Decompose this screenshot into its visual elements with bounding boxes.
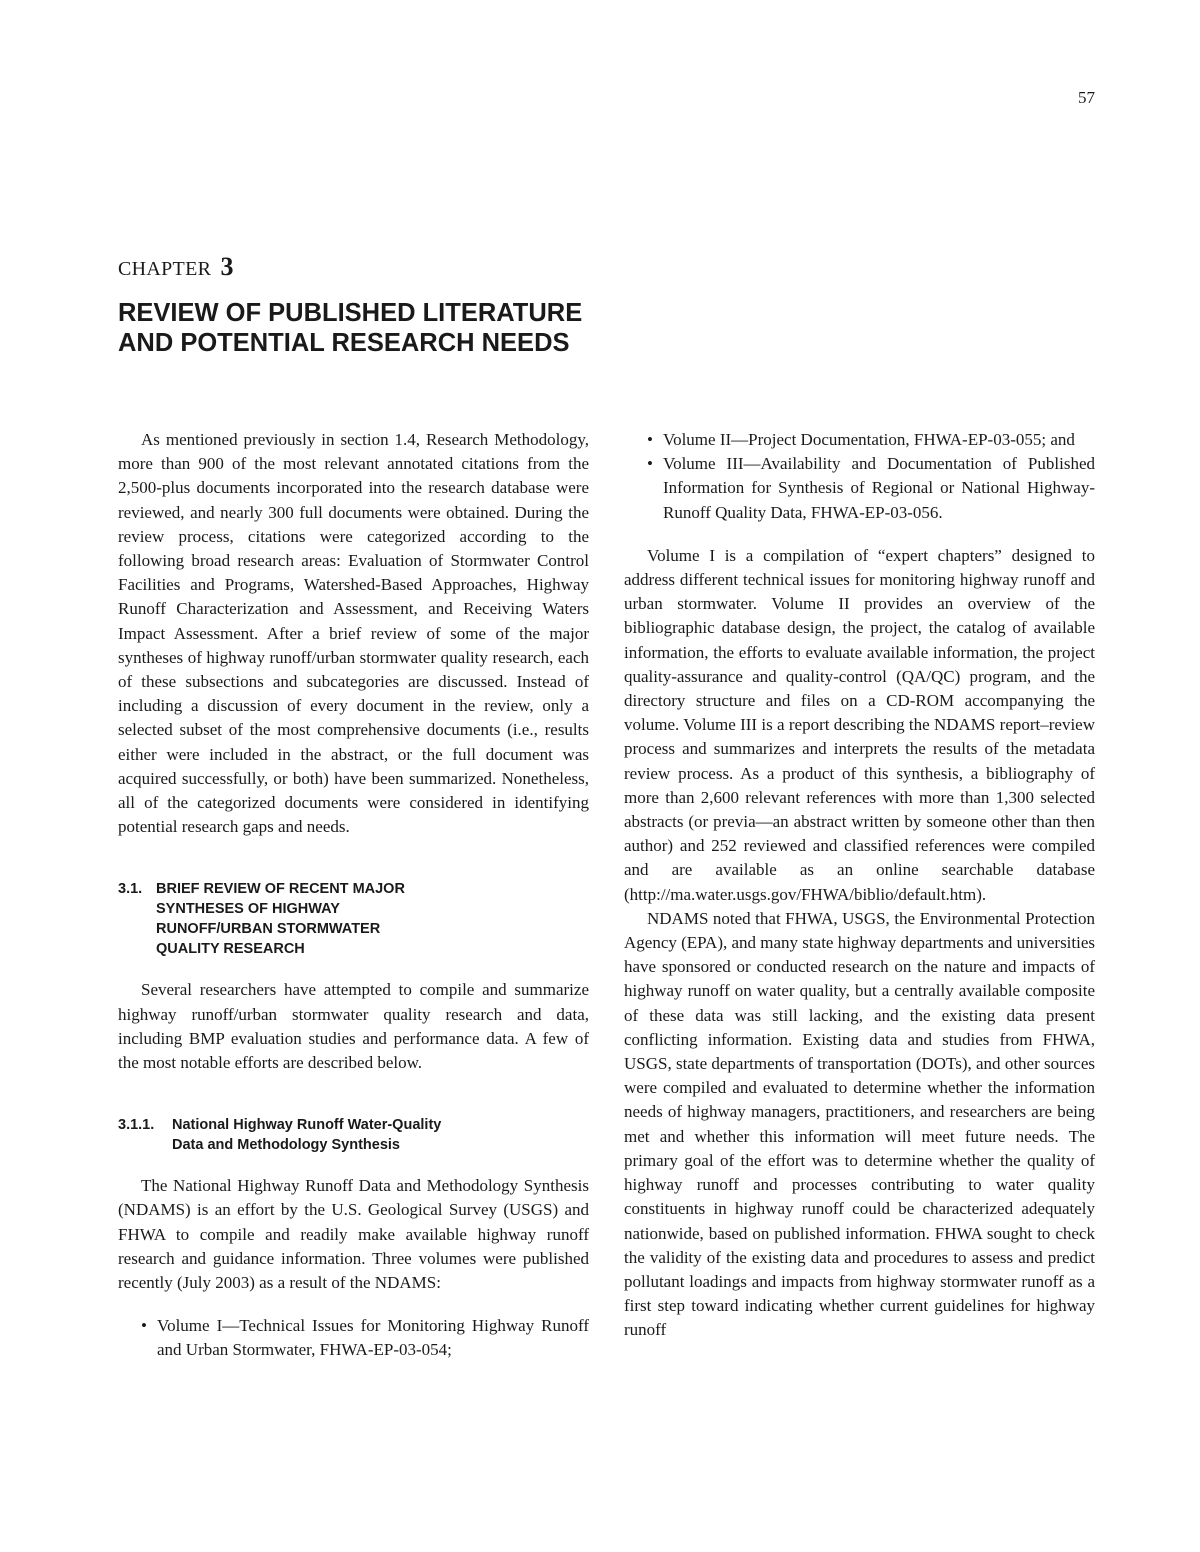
list-item bbox=[624, 428, 1095, 452]
bullet-icon: • bbox=[647, 454, 653, 474]
subsection-heading-line-1: National Highway Runoff Water-Quality bbox=[172, 1117, 442, 1134]
subsection-heading-line-2: Data and Methodology Synthesis bbox=[172, 1137, 400, 1154]
chapter-title bbox=[118, 298, 738, 358]
section-heading-line-3: RUNOFF/URBAN STORMWATER bbox=[156, 921, 381, 938]
bullet-icon: • bbox=[141, 1316, 147, 1336]
list-item bbox=[118, 1314, 589, 1362]
list-item bbox=[624, 452, 1095, 525]
section-heading-3-1 bbox=[118, 879, 589, 959]
section-heading-line-1: BRIEF REVIEW OF RECENT MAJOR bbox=[156, 881, 405, 898]
section-paragraph: Several researchers have attempted to compile and summarize highway runoff/urban stormwater quality research and data, including BMP evaluation studies and performance data. A few of the most notable efforts are described below. bbox=[118, 980, 589, 1073]
body-paragraph: NDAMS noted that FHWA, USGS, the Environmental Protection Agency (EPA), and many state highway departments and universities have sponsored or conducted research on the nature and impacts of highway runoff on water quality, but a centrally available composite of these data was still lacking, and the existing data present conflicting information. Existing data and studies from FHWA, USGS, state departments of transportation (DOTs), and other sources were compiled and evaluated to determine whether the information needs of highway managers, practitioners, and researchers are being met and whether this information will meet future needs. The primary goal of the effort was to determine whether the quality of highway runoff and processes contributing to water quality constituents in highway runoff could be characterized adequately nationwide, based on published information. FHWA sought to check the validity of the existing data and procedures to assess and predict pollutant loadings and impacts from highway stormwater runoff as a first step toward indicating whether current guidelines for highway runoff bbox=[624, 908, 1096, 1340]
intro-paragraph: As mentioned previously in section 1.4, Research Methodology, more than 900 of the most relevant annotated citations from the 2,500-plus documents incorporated into the research database were reviewed, and nearly 300 full documents were obtained. During the review process, citations were categorized according to the following broad research areas: Evaluation of Stormwater Control Facilities and Programs, Watershed-Based Approaches, Highway Runoff Characterization and Assessment, and Receiving Waters Impact Assessment. After a brief review of some of the major syntheses of highway runoff/urban stormwater quality research, each of these subsections and subcategories are discussed. Instead of including a discussion of every document in the review, only a selected subset of the most comprehensive documents (i.e., results either were included in the abstract, or the full document was acquired successfully, or both) have been summarized. Nonetheless, all of the categorized documents were considered in identifying potential research gaps and needs. bbox=[118, 430, 589, 837]
left-column bbox=[118, 428, 589, 1363]
section-heading-line-4: QUALITY RESEARCH bbox=[156, 941, 305, 958]
section-number: 3.1. bbox=[118, 881, 143, 898]
body-paragraph: Volume I is a compilation of “expert chapters” designed to address different technical issues for monitoring highway runoff and urban stormwater. Volume II provides an overview of the bibliographic database design, the project, the catalog of available information, the efforts to evaluate available information, the project quality-assurance and quality-control (QA/QC) program, and the directory structure and files on a CD-ROM accompanying the volume. Volume III is a report describing the NDAMS report–review process and summarizes and interprets the results of the metadata review process. As a product of this synthesis, a bibliography of more than 2,600 relevant references with more than 1,300 selected abstracts (or previa—an abstract written by someone other than then author) and 252 reviewed and classified references were compiled and are available as an online searchable database (http://ma.water.usgs.gov/FHWA/biblio/default.htm). bbox=[624, 545, 1095, 904]
section-heading-line-2: SYNTHESES OF HIGHWAY bbox=[156, 901, 340, 918]
right-column bbox=[624, 428, 1095, 1343]
page-number: 57 bbox=[1078, 88, 1095, 107]
list-item-text: Volume III—Availability and Documentation of Published Information for Synthesis of Regional or National Highway-Runoff Quality Data, FHWA-EP-03-056. bbox=[663, 454, 1095, 522]
chapter-label bbox=[118, 252, 234, 282]
bullet-icon: • bbox=[647, 430, 653, 449]
subsection-number: 3.1.1. bbox=[118, 1117, 155, 1134]
list-item-text: Volume I—Technical Issues for Monitoring Highway Runoff and Urban Stormwater, FHWA-EP-03-054; bbox=[157, 1316, 589, 1360]
chapter-number: 3 bbox=[220, 252, 234, 281]
list-item-text: Volume II—Project Documentation, FHWA-EP-03-055; and bbox=[663, 430, 1075, 449]
volume-list-left bbox=[118, 1314, 589, 1362]
subsection-paragraph: The National Highway Runoff Data and Methodology Synthesis (NDAMS) is an effort by the U.S. Geological Survey (USGS) and FHWA to compile and readily make available highway runoff research and guidance information. Three volumes were published recently (July 2003) as a result of the NDAMS: bbox=[118, 1176, 589, 1293]
chapter-title-line-1: REVIEW OF PUBLISHED LITERATURE bbox=[118, 299, 583, 327]
volume-list-right bbox=[624, 428, 1095, 525]
chapter-title-line-2: AND POTENTIAL RESEARCH NEEDS bbox=[118, 329, 570, 357]
subsection-heading-3-1-1 bbox=[118, 1115, 589, 1155]
chapter-word: CHAPTER bbox=[118, 258, 212, 280]
